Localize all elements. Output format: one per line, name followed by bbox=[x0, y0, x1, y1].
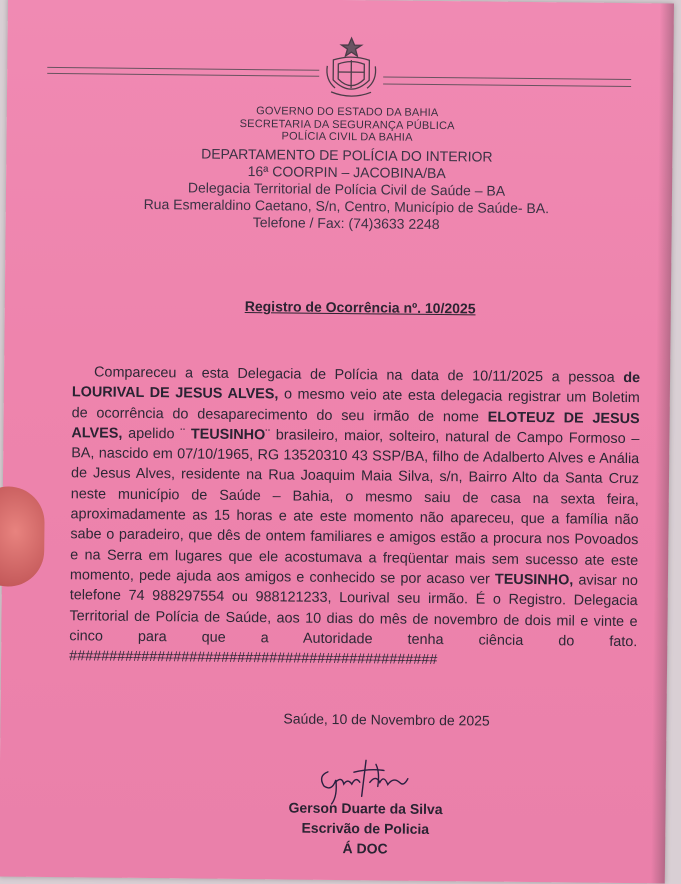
header-department: DEPARTAMENTO DE POLÍCIA DO INTERIOR bbox=[6, 144, 681, 167]
header-police: POLÍCIA CIVIL DA BAHIA bbox=[7, 128, 681, 147]
body-text-2: o mesmo veio ate esta delegacia registrar um Boletim de ocorrência do desaparecimento do seu irmão de nome bbox=[72, 387, 640, 425]
header-coorpin: 16ª COORPIN – JACOBINA/BA bbox=[6, 161, 681, 184]
header-state: GOVERNO DO ESTADO DA BAHIA bbox=[7, 103, 681, 122]
header-delegacia: Delegacia Territorial de Polícia Civil de Saúde – BA bbox=[6, 178, 681, 201]
signer-name: Gerson Duarte da Silva bbox=[275, 797, 455, 819]
header-rule-left-2 bbox=[47, 73, 319, 77]
signer-office: Á DOC bbox=[275, 837, 455, 859]
body-text-1: Compareceu a esta Delegacia de Polícia na data de 10/11/2025 a pessoa bbox=[94, 364, 623, 386]
body-text-3: apelido ¨ bbox=[122, 426, 191, 443]
bahia-coat-of-arms-icon bbox=[323, 36, 380, 103]
body-bold-missing-person: ELOTEUZ DE JESUS ALVES, bbox=[71, 409, 639, 441]
document-body bbox=[69, 362, 640, 672]
header-secretariat: SECRETARIA DA SEGURANÇA PÚBLICA bbox=[7, 116, 681, 135]
header-phone: Telefone / Fax: (74)3633 2248 bbox=[6, 212, 681, 235]
body-bold-nickname-2: TEUSINHO, bbox=[495, 572, 574, 589]
document-title: Registro de Ocorrência nº. 10/2025 bbox=[245, 298, 476, 316]
signer-role: Escrivão de Policia bbox=[275, 817, 455, 839]
signer-block bbox=[275, 797, 456, 859]
header-rule-right-1 bbox=[383, 76, 631, 80]
place-date: Saúde, 10 de Novembro de 2025 bbox=[283, 710, 489, 728]
header-rule-left-1 bbox=[47, 67, 319, 71]
body-text-4: ¨ brasileiro, maior, solteiro, natural de Campo Formoso – BA, nascido em 07/10/1965, RG 13520310 43 SSP/BA, filho de Adalberto Alves e Anália de Jesus Alves, residente na Rua Joaquim Maia Silva, s/n, Bairro Alto da Santa Cruz neste município de Saúde – Bahia, o mesmo saiu de casa na sexta feira, aproximadamente as 15 horas e ate este momento não apareceu, que a família não sabe o paradeiro, que dês de ontem familiares e amigos estão a procura nos Povoados e na Serra em lugares que ele acostumava a freqüentar mais sem sucesso ate este momento, pede ajuda aos amigos e conhecido se por acaso ver bbox=[70, 427, 640, 587]
body-bold-nickname: TEUSINHO bbox=[191, 426, 266, 443]
body-paragraph bbox=[69, 362, 640, 672]
thumb-photo-artifact bbox=[0, 486, 45, 587]
header-address: Rua Esmeraldino Caetano, S/n, Centro, Município de Saúde- BA. bbox=[6, 195, 681, 218]
header-rule-right-2 bbox=[383, 83, 631, 87]
body-bold-complainant: de LOURIVAL DE JESUS ALVES, bbox=[72, 370, 640, 403]
body-text-5: avisar no telefone 74 988297554 ou 988121233, Lourival seu irmão. É o Registro. Delegacia Territorial de Polícia de Saúde, aos 10 dias do mês de novembro de dois mil e vinte e cinco para que a Autoridade tenha ciência do fato. ############################################## bbox=[69, 572, 638, 668]
